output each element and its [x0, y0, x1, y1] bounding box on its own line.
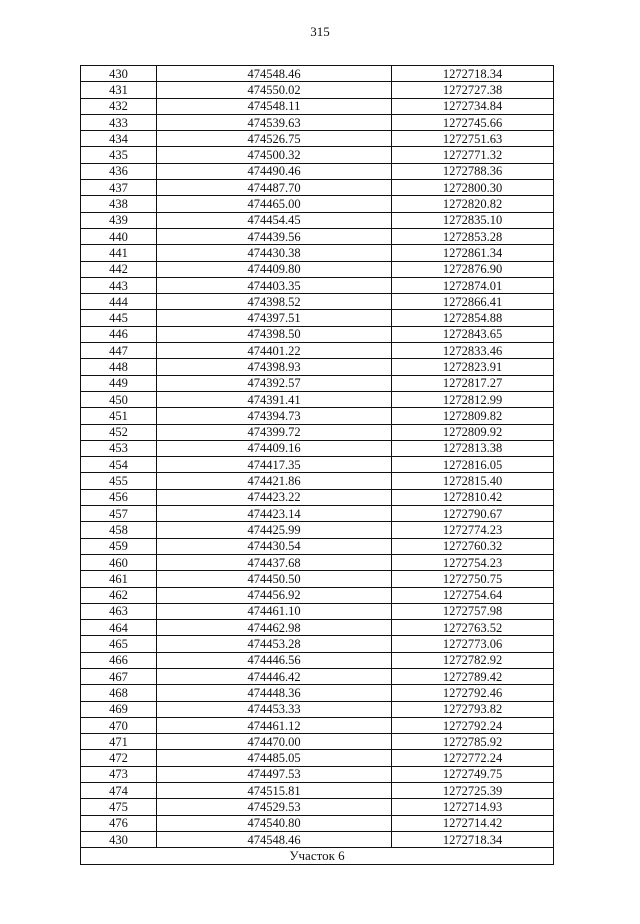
coordinates-table — [80, 65, 554, 865]
point-number-cell: 433 — [81, 114, 157, 130]
point-number-cell: 457 — [81, 506, 157, 522]
table-row — [81, 440, 554, 456]
y-coordinate-cell: 1272725.39 — [392, 783, 554, 799]
y-coordinate-cell: 1272800.30 — [392, 180, 554, 196]
table-row — [81, 473, 554, 489]
point-number-cell: 469 — [81, 701, 157, 717]
table-row — [81, 587, 554, 603]
table-row — [81, 815, 554, 831]
point-number-cell: 476 — [81, 815, 157, 831]
x-coordinate-cell: 474548.46 — [157, 66, 392, 82]
x-coordinate-cell: 474417.35 — [157, 457, 392, 473]
y-coordinate-cell: 1272754.64 — [392, 587, 554, 603]
table-row — [81, 538, 554, 554]
table-row — [81, 571, 554, 587]
table-row — [81, 734, 554, 750]
x-coordinate-cell: 474409.80 — [157, 261, 392, 277]
y-coordinate-cell: 1272714.93 — [392, 799, 554, 815]
point-number-cell: 470 — [81, 717, 157, 733]
y-coordinate-cell: 1272815.40 — [392, 473, 554, 489]
y-coordinate-cell: 1272782.92 — [392, 652, 554, 668]
y-coordinate-cell: 1272734.84 — [392, 98, 554, 114]
y-coordinate-cell: 1272750.75 — [392, 571, 554, 587]
table-row — [81, 359, 554, 375]
y-coordinate-cell: 1272817.27 — [392, 375, 554, 391]
y-coordinate-cell: 1272823.91 — [392, 359, 554, 375]
y-coordinate-cell: 1272773.06 — [392, 636, 554, 652]
table-row — [81, 114, 554, 130]
point-number-cell: 456 — [81, 489, 157, 505]
point-number-cell: 474 — [81, 783, 157, 799]
x-coordinate-cell: 474423.22 — [157, 489, 392, 505]
point-number-cell: 455 — [81, 473, 157, 489]
x-coordinate-cell: 474391.41 — [157, 391, 392, 407]
x-coordinate-cell: 474392.57 — [157, 375, 392, 391]
x-coordinate-cell: 474446.56 — [157, 652, 392, 668]
point-number-cell: 441 — [81, 245, 157, 261]
x-coordinate-cell: 474398.50 — [157, 326, 392, 342]
y-coordinate-cell: 1272772.24 — [392, 750, 554, 766]
point-number-cell: 471 — [81, 734, 157, 750]
point-number-cell: 445 — [81, 310, 157, 326]
y-coordinate-cell: 1272809.82 — [392, 408, 554, 424]
x-coordinate-cell: 474465.00 — [157, 196, 392, 212]
table-row — [81, 636, 554, 652]
x-coordinate-cell: 474490.46 — [157, 163, 392, 179]
y-coordinate-cell: 1272812.99 — [392, 391, 554, 407]
table-row — [81, 668, 554, 684]
x-coordinate-cell: 474461.12 — [157, 717, 392, 733]
table-row — [81, 685, 554, 701]
y-coordinate-cell: 1272833.46 — [392, 343, 554, 359]
point-number-cell: 440 — [81, 228, 157, 244]
y-coordinate-cell: 1272809.92 — [392, 424, 554, 440]
table-row — [81, 98, 554, 114]
x-coordinate-cell: 474453.28 — [157, 636, 392, 652]
point-number-cell: 453 — [81, 440, 157, 456]
y-coordinate-cell: 1272789.42 — [392, 668, 554, 684]
table-row — [81, 82, 554, 98]
point-number-cell: 472 — [81, 750, 157, 766]
point-number-cell: 454 — [81, 457, 157, 473]
y-coordinate-cell: 1272816.05 — [392, 457, 554, 473]
x-coordinate-cell: 474437.68 — [157, 554, 392, 570]
y-coordinate-cell: 1272876.90 — [392, 261, 554, 277]
table-row — [81, 522, 554, 538]
point-number-cell: 436 — [81, 163, 157, 179]
point-number-cell: 435 — [81, 147, 157, 163]
x-coordinate-cell: 474430.54 — [157, 538, 392, 554]
table-row — [81, 457, 554, 473]
x-coordinate-cell: 474461.10 — [157, 603, 392, 619]
x-coordinate-cell: 474548.46 — [157, 831, 392, 847]
point-number-cell: 437 — [81, 180, 157, 196]
table-row — [81, 408, 554, 424]
y-coordinate-cell: 1272745.66 — [392, 114, 554, 130]
x-coordinate-cell: 474403.35 — [157, 277, 392, 293]
point-number-cell: 473 — [81, 766, 157, 782]
table-row — [81, 554, 554, 570]
table-row — [81, 603, 554, 619]
x-coordinate-cell: 474409.16 — [157, 440, 392, 456]
y-coordinate-cell: 1272714.42 — [392, 815, 554, 831]
point-number-cell: 431 — [81, 82, 157, 98]
y-coordinate-cell: 1272760.32 — [392, 538, 554, 554]
point-number-cell: 461 — [81, 571, 157, 587]
x-coordinate-cell: 474485.05 — [157, 750, 392, 766]
table-row — [81, 831, 554, 847]
section-label: Участок 6 — [81, 848, 554, 865]
point-number-cell: 447 — [81, 343, 157, 359]
y-coordinate-cell: 1272810.42 — [392, 489, 554, 505]
table-row — [81, 652, 554, 668]
table-row — [81, 799, 554, 815]
point-number-cell: 464 — [81, 620, 157, 636]
x-coordinate-cell: 474397.51 — [157, 310, 392, 326]
y-coordinate-cell: 1272754.23 — [392, 554, 554, 570]
table-row — [81, 212, 554, 228]
y-coordinate-cell: 1272854.88 — [392, 310, 554, 326]
y-coordinate-cell: 1272790.67 — [392, 506, 554, 522]
y-coordinate-cell: 1272843.65 — [392, 326, 554, 342]
table-row — [81, 147, 554, 163]
y-coordinate-cell: 1272727.38 — [392, 82, 554, 98]
table-row — [81, 228, 554, 244]
point-number-cell: 438 — [81, 196, 157, 212]
point-number-cell: 444 — [81, 294, 157, 310]
table-row — [81, 245, 554, 261]
x-coordinate-cell: 474462.98 — [157, 620, 392, 636]
x-coordinate-cell: 474548.11 — [157, 98, 392, 114]
y-coordinate-cell: 1272861.34 — [392, 245, 554, 261]
x-coordinate-cell: 474401.22 — [157, 343, 392, 359]
y-coordinate-cell: 1272788.36 — [392, 163, 554, 179]
table-row — [81, 196, 554, 212]
x-coordinate-cell: 474526.75 — [157, 131, 392, 147]
x-coordinate-cell: 474430.38 — [157, 245, 392, 261]
point-number-cell: 432 — [81, 98, 157, 114]
x-coordinate-cell: 474500.32 — [157, 147, 392, 163]
y-coordinate-cell: 1272757.98 — [392, 603, 554, 619]
point-number-cell: 459 — [81, 538, 157, 554]
coordinates-table-body — [81, 66, 554, 865]
table-row — [81, 750, 554, 766]
x-coordinate-cell: 474456.92 — [157, 587, 392, 603]
table-row — [81, 717, 554, 733]
y-coordinate-cell: 1272835.10 — [392, 212, 554, 228]
x-coordinate-cell: 474446.42 — [157, 668, 392, 684]
table-row — [81, 294, 554, 310]
y-coordinate-cell: 1272792.24 — [392, 717, 554, 733]
x-coordinate-cell: 474439.56 — [157, 228, 392, 244]
x-coordinate-cell: 474399.72 — [157, 424, 392, 440]
page-number: 315 — [310, 24, 330, 39]
x-coordinate-cell: 474423.14 — [157, 506, 392, 522]
point-number-cell: 430 — [81, 831, 157, 847]
point-number-cell: 458 — [81, 522, 157, 538]
table-row — [81, 131, 554, 147]
point-number-cell: 450 — [81, 391, 157, 407]
y-coordinate-cell: 1272853.28 — [392, 228, 554, 244]
x-coordinate-cell: 474529.53 — [157, 799, 392, 815]
x-coordinate-cell: 474550.02 — [157, 82, 392, 98]
y-coordinate-cell: 1272751.63 — [392, 131, 554, 147]
y-coordinate-cell: 1272749.75 — [392, 766, 554, 782]
y-coordinate-cell: 1272813.38 — [392, 440, 554, 456]
y-coordinate-cell: 1272763.52 — [392, 620, 554, 636]
point-number-cell: 468 — [81, 685, 157, 701]
table-row — [81, 343, 554, 359]
y-coordinate-cell: 1272718.34 — [392, 66, 554, 82]
x-coordinate-cell: 474539.63 — [157, 114, 392, 130]
table-row — [81, 424, 554, 440]
section-row — [81, 848, 554, 865]
point-number-cell: 465 — [81, 636, 157, 652]
point-number-cell: 462 — [81, 587, 157, 603]
table-row — [81, 506, 554, 522]
point-number-cell: 434 — [81, 131, 157, 147]
point-number-cell: 446 — [81, 326, 157, 342]
x-coordinate-cell: 474398.52 — [157, 294, 392, 310]
x-coordinate-cell: 474394.73 — [157, 408, 392, 424]
point-number-cell: 467 — [81, 668, 157, 684]
table-row — [81, 261, 554, 277]
point-number-cell: 475 — [81, 799, 157, 815]
x-coordinate-cell: 474448.36 — [157, 685, 392, 701]
y-coordinate-cell: 1272785.92 — [392, 734, 554, 750]
table-row — [81, 620, 554, 636]
point-number-cell: 443 — [81, 277, 157, 293]
table-row — [81, 783, 554, 799]
x-coordinate-cell: 474515.81 — [157, 783, 392, 799]
table-row — [81, 375, 554, 391]
point-number-cell: 442 — [81, 261, 157, 277]
point-number-cell: 439 — [81, 212, 157, 228]
table-row — [81, 326, 554, 342]
y-coordinate-cell: 1272718.34 — [392, 831, 554, 847]
x-coordinate-cell: 474450.50 — [157, 571, 392, 587]
x-coordinate-cell: 474497.53 — [157, 766, 392, 782]
point-number-cell: 452 — [81, 424, 157, 440]
point-number-cell: 448 — [81, 359, 157, 375]
y-coordinate-cell: 1272792.46 — [392, 685, 554, 701]
table-row — [81, 163, 554, 179]
x-coordinate-cell: 474425.99 — [157, 522, 392, 538]
point-number-cell: 460 — [81, 554, 157, 570]
table-row — [81, 180, 554, 196]
x-coordinate-cell: 474487.70 — [157, 180, 392, 196]
x-coordinate-cell: 474540.80 — [157, 815, 392, 831]
y-coordinate-cell: 1272774.23 — [392, 522, 554, 538]
x-coordinate-cell: 474454.45 — [157, 212, 392, 228]
x-coordinate-cell: 474398.93 — [157, 359, 392, 375]
table-row — [81, 310, 554, 326]
x-coordinate-cell: 474453.33 — [157, 701, 392, 717]
table-row — [81, 391, 554, 407]
table-row — [81, 489, 554, 505]
table-row — [81, 701, 554, 717]
point-number-cell: 451 — [81, 408, 157, 424]
y-coordinate-cell: 1272866.41 — [392, 294, 554, 310]
y-coordinate-cell: 1272771.32 — [392, 147, 554, 163]
point-number-cell: 430 — [81, 66, 157, 82]
point-number-cell: 449 — [81, 375, 157, 391]
table-row — [81, 766, 554, 782]
point-number-cell: 466 — [81, 652, 157, 668]
x-coordinate-cell: 474421.86 — [157, 473, 392, 489]
table-row — [81, 66, 554, 82]
y-coordinate-cell: 1272793.82 — [392, 701, 554, 717]
x-coordinate-cell: 474470.00 — [157, 734, 392, 750]
y-coordinate-cell: 1272820.82 — [392, 196, 554, 212]
y-coordinate-cell: 1272874.01 — [392, 277, 554, 293]
point-number-cell: 463 — [81, 603, 157, 619]
table-row — [81, 277, 554, 293]
